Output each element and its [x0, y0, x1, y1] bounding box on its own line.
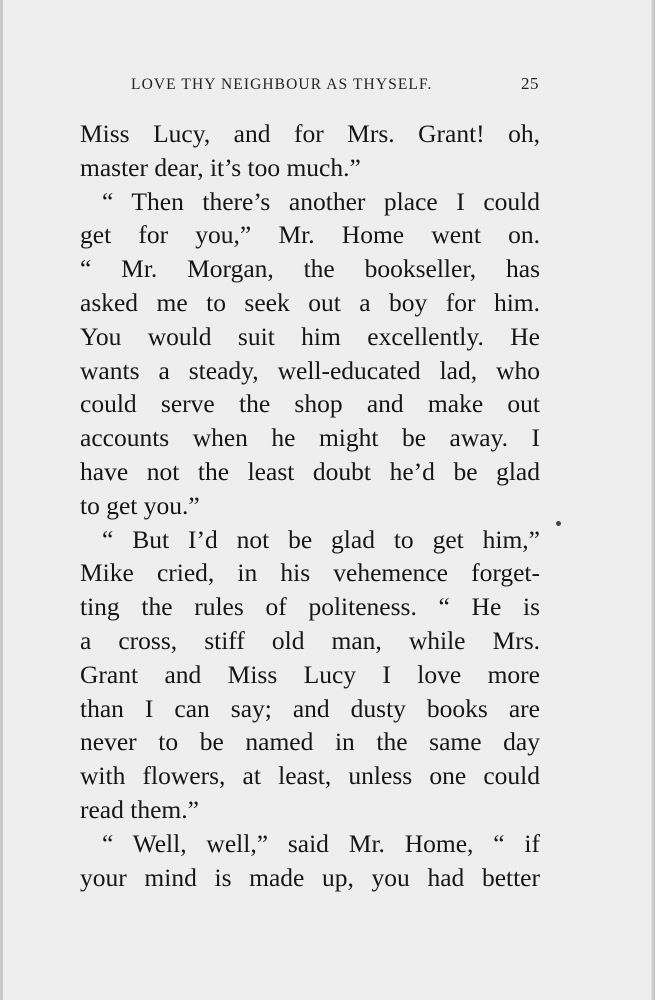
text-line: asked me to seek out a boy for him. [80, 287, 540, 317]
text-line: Miss Lucy, and for Mrs. Grant! oh, [80, 119, 540, 148]
running-head-title: LOVE THY NEIGHBOUR AS THYSELF. [131, 76, 433, 93]
text-line: wants a steady, well-educated lad, who [80, 355, 540, 385]
page-number: 25 [521, 74, 539, 93]
text-line: a cross, stiff old man, while Mrs. [80, 625, 540, 655]
text-line: your mind is made up, you had better [80, 862, 540, 892]
text-line: with flowers, at least, unless one could [80, 761, 540, 791]
page-left-edge [0, 0, 3, 1000]
text-line: “ But I’d not be glad to get him,” [102, 524, 540, 554]
text-line: than I can say; and dusty books are [80, 693, 540, 723]
running-head [83, 74, 539, 98]
text-line: ting the rules of politeness. “ He is [80, 592, 540, 622]
body-text [80, 117, 540, 894]
text-line: read them.” [80, 794, 199, 824]
text-line: to get you.” [80, 490, 200, 520]
ink-speck [556, 521, 561, 526]
text-line: Grant and Miss Lucy I love more [80, 659, 540, 689]
text-line: “ Then there’s another place I could [102, 186, 540, 216]
text-line: have not the least doubt he’d be glad [80, 456, 540, 486]
text-line: accounts when he might be away. I [80, 423, 540, 453]
text-line: could serve the shop and make out [80, 389, 540, 419]
text-line: master dear, it’s too much.” [80, 152, 361, 182]
text-line: Mike cried, in his vehemence forget- [80, 558, 540, 588]
text-line: “ Mr. Morgan, the bookseller, has [80, 254, 540, 284]
page-right-edge [651, 0, 655, 1000]
text-line: “ Well, well,” said Mr. Home, “ if [102, 828, 540, 858]
text-line: get for you,” Mr. Home went on. [80, 220, 540, 250]
text-line: never to be named in the same day [80, 727, 540, 757]
text-line: You would suit him excellently. He [80, 321, 540, 351]
